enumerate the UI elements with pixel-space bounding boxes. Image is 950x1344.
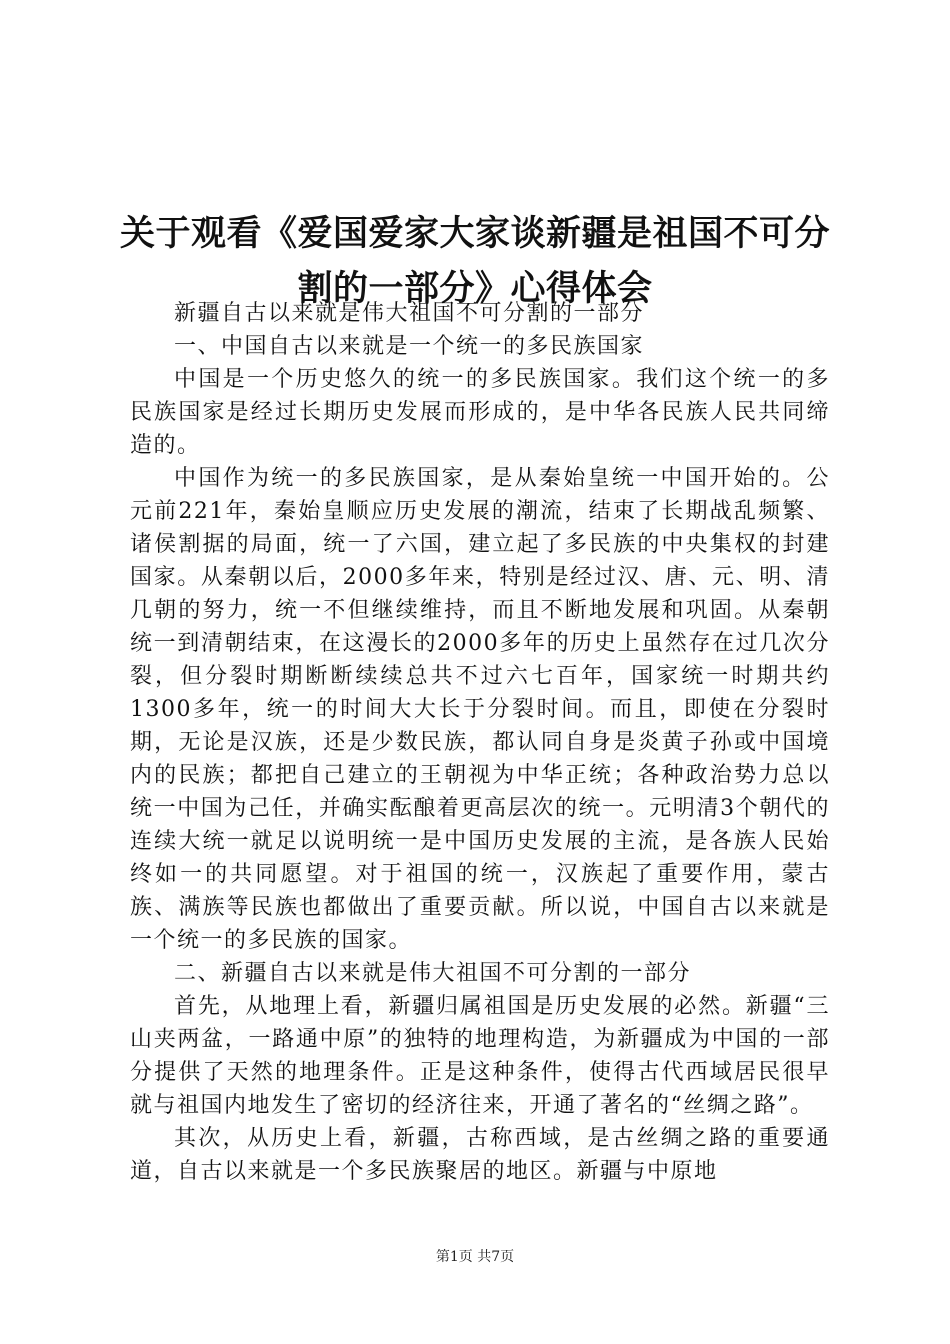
subtitle-paragraph: 新疆自古以来就是伟大祖国不可分割的一部分	[174, 301, 645, 326]
section-heading-1: 一、中国自古以来就是一个统一的多民族国家	[174, 334, 645, 359]
document-body	[130, 297, 830, 1188]
body-paragraph: 中国是一个历史悠久的统一的多民族国家。我们这个统一的多民族国家是经过长期历史发展而形成的，是中华各民族人民共同缔造的。	[130, 367, 830, 458]
page-footer: 第1页 共7页	[435, 1249, 515, 1265]
body-paragraph: 首先，从地理上看，新疆归属祖国是历史发展的必然。新疆“三山夹两盆，一路通中原”的独特的地理构造，为新疆成为中国的一部分提供了天然的地理条件。正是这种条件，使得古代西域居民很早就与祖国内地发生了密切的经济往来，开通了著名的“丝绸之路”。	[130, 994, 830, 1118]
body-paragraph: 其次，从历史上看，新疆，古称西域，是古丝绸之路的重要通道，自古以来就是一个多民族聚居的地区。新疆与中原地	[130, 1126, 830, 1184]
section-heading-2: 二、新疆自古以来就是伟大祖国不可分割的一部分	[174, 961, 692, 986]
title-line-1: 关于观看《爱国爱家大家谈新疆是祖国不可分	[119, 214, 830, 255]
body-paragraph: 中国作为统一的多民族国家，是从秦始皇统一中国开始的。公元前221年，秦始皇顺应历史发展的潮流，结束了长期战乱频繁、诸侯割据的局面，统一了六国，建立起了多民族的中央集权的封建国家。从秦朝以后，2000多年来，特别是经过汉、唐、元、明、清几朝的努力，统一不但继续维持，而且不断地发展和巩固。从秦朝统一到清朝结束，在这漫长的2000多年的历史上虽然存在过几次分裂，但分裂时期断断续续总共不过六七百年，国家统一时期共约1300多年，统一的时间大大长于分裂时间。而且，即使在分裂时期，无论是汉族，还是少数民族，都认同自身是炎黄子孙或中国境内的民族；都把自己建立的王朝视为中华正统；各种政治势力总以统一中国为己任，并确实酝酿着更高层次的统一。元明清3个朝代的连续大统一就足以说明统一是中国历史发展的主流，是各族人民始终如一的共同愿望。对于祖国的统一，汉族起了重要作用，蒙古族、满族等民族也都做出了重要贡献。所以说，中国自古以来就是一个统一的多民族的国家。	[130, 466, 830, 953]
title-line-2: 割的一部分》心得体会	[297, 269, 653, 310]
